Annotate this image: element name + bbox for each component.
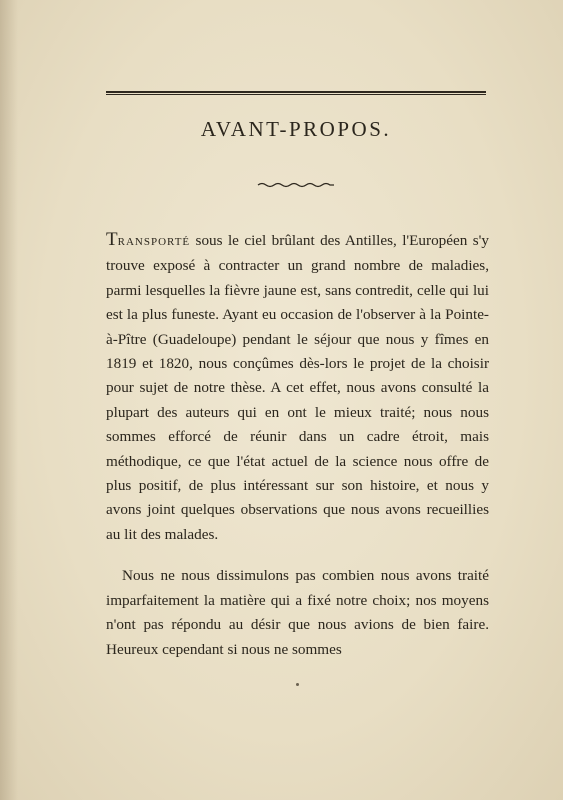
header-double-rule [106,91,486,95]
paper-speck [296,683,299,686]
ornament-divider-icon [256,181,336,189]
body-text [106,228,489,662]
page-title: AVANT-PROPOS. [200,117,392,141]
opening-smallcaps: RANSPORTÉ [117,236,191,248]
paragraph-2: Nous ne nous dissimulons pas combien nous avons traité imparfaitement la matière qui a fixé notre choix; nos moyens n'ont pas répondu au désir que nous avions de bien faire. Heureux cependant si nous ne sommes [106,567,489,658]
paragraph-1-text: sous le ciel brûlant des Antilles, l'Européen s'y trouve exposé à contracter un grand nombre de maladies, parmi lesquelles la fièvre jaune est, sans contredit, celle qui lui est la plus funeste. Ayant eu occasion de l'observer à la Pointe-à-Pître (Guadeloupe) pendant le séjour que nous y fîmes en 1819 et 1820, nous conçûmes dès-lors le projet de la choisir pour sujet de notre thèse. A cet effet, nous avons consulté la plupart des auteurs qui en ont le mieux traité; nous nous sommes efforcé de réunir dans un cadre étroit, mais méthodique, ce que l'état actuel de la science nous offre de plus positif, de plus intéressant sur son histoire, et nous y avons joint quelques observations que nous avons recueillies au lit des malades. [106,232,489,543]
paragraph-1 [106,228,489,547]
drop-cap: T [106,229,118,250]
spine-shadow [0,0,18,800]
